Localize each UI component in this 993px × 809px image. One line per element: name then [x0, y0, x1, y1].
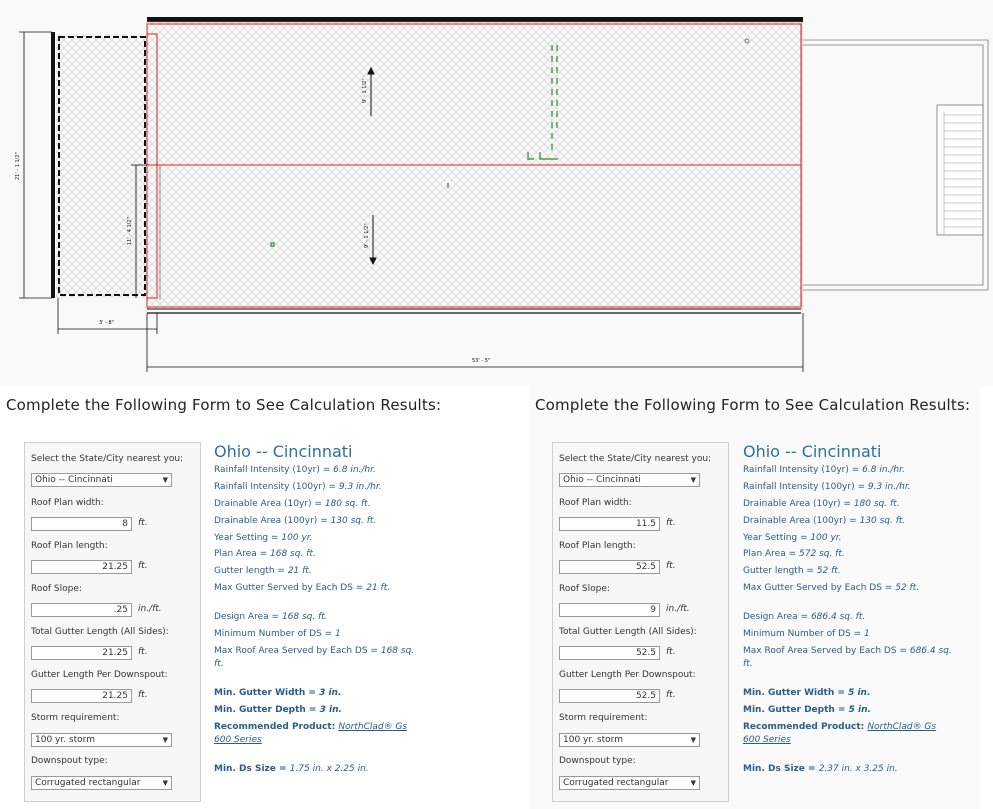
slope-label: Roof Slope:	[559, 584, 610, 594]
result-drain100: Drainable Area (100yr) = 130 sq. ft.	[214, 516, 377, 526]
result-year: Year Setting = 100 yr.	[214, 533, 313, 543]
slope-input[interactable]: 9	[559, 603, 660, 617]
dim-label-lower-slope: 9' - 1 1/2"	[364, 223, 370, 248]
chevron-down-icon: ▼	[162, 736, 168, 744]
result-min-ds: Minimum Number of DS = 1	[214, 629, 341, 639]
result-drain100: Drainable Area (100yr) = 130 sq. ft.	[743, 516, 906, 526]
roof-plan-drawing	[0, 0, 993, 385]
results-title: Ohio -- Cincinnati	[743, 442, 882, 461]
slope-unit: in./ft.	[138, 604, 162, 614]
chevron-down-icon: ▼	[690, 476, 696, 484]
total-gutter-input[interactable]: 21.25	[31, 646, 132, 660]
total-gutter-label: Total Gutter Length (All Sides):	[559, 627, 697, 637]
length-input[interactable]: 21.25	[31, 560, 132, 574]
calculator-form	[552, 442, 729, 802]
gutter-per-ds-label: Gutter Length Per Downspout:	[31, 670, 168, 680]
result-min-gutter-depth: Min. Gutter Depth = 3 in.	[214, 705, 342, 715]
recommended-product-link[interactable]: NorthClad® Gs 600 Series	[214, 722, 408, 745]
downspout-select[interactable]: Corrugated rectangular ▼	[31, 776, 172, 790]
width-input[interactable]: 8	[31, 517, 132, 531]
form-heading: Complete the Following Form to See Calculation Results:	[6, 396, 442, 414]
result-recommended: Recommended Product: NorthClad® Gs 600 Series	[743, 722, 937, 745]
length-input[interactable]: 52.5	[559, 560, 660, 574]
width-input[interactable]: 11.5	[559, 517, 660, 531]
storm-select[interactable]: 100 yr. storm ▼	[31, 733, 172, 747]
calculator-form	[24, 442, 201, 802]
dim-label-lower-height: 11' - 4 1/2"	[127, 217, 133, 245]
top-wall-line	[147, 17, 803, 22]
result-min-gutter-depth: Min. Gutter Depth = 5 in.	[743, 705, 871, 715]
result-gutter-length: Gutter length = 52 ft.	[743, 566, 841, 576]
dim-label-total-width: 53' - 5"	[472, 358, 491, 364]
storm-label: Storm requirement:	[31, 713, 120, 723]
downspout-label: Downspout type:	[31, 756, 108, 766]
state-select[interactable]: Ohio -- Cincinnati ▼	[559, 473, 700, 487]
result-rain10: Rainfall Intensity (10yr) = 6.8 in./hr.	[214, 465, 376, 475]
total-gutter-input[interactable]: 52.5	[559, 646, 660, 660]
result-design-area: Design Area = 168 sq. ft.	[214, 612, 328, 622]
width-label: Roof Plan width:	[559, 498, 632, 508]
form-heading: Complete the Following Form to See Calculation Results:	[535, 396, 971, 414]
chevron-down-icon: ▼	[690, 779, 696, 787]
result-min-ds-size: Min. Ds Size = 1.75 in. x 2.25 in.	[214, 764, 369, 774]
length-label: Roof Plan length:	[31, 541, 108, 551]
result-min-gutter-width: Min. Gutter Width = 5 in.	[743, 688, 871, 698]
slope-unit: in./ft.	[666, 604, 690, 614]
chevron-down-icon: ▼	[162, 476, 168, 484]
result-max-roof: Max Roof Area Served by Each DS = 686.4 sq. ft.	[743, 646, 952, 669]
gutter-per-ds-unit: ft.	[138, 690, 148, 700]
downspout-select[interactable]: Corrugated rectangular ▼	[559, 776, 700, 790]
result-max-gutter: Max Gutter Served by Each DS = 21 ft.	[214, 583, 391, 593]
result-max-roof: Max Roof Area Served by Each DS = 168 sq. ft.	[214, 646, 415, 669]
gutter-per-ds-input[interactable]: 21.25	[31, 689, 132, 703]
calculator-panel-right	[530, 385, 980, 809]
gutter-per-ds-unit: ft.	[666, 690, 676, 700]
dim-label-left-width: 3' - 8"	[99, 320, 115, 326]
storm-select[interactable]: 100 yr. storm ▼	[559, 733, 700, 747]
state-label: Select the State/City nearest you:	[31, 454, 184, 464]
downspout-label: Downspout type:	[559, 756, 636, 766]
length-unit: ft.	[138, 561, 148, 571]
result-plan-area: Plan Area = 168 sq. ft.	[214, 549, 316, 559]
result-rain100: Rainfall Intensity (100yr) = 9.3 in./hr.	[743, 482, 911, 492]
result-design-area: Design Area = 686.4 sq. ft.	[743, 612, 866, 622]
result-plan-area: Plan Area = 572 sq. ft.	[743, 549, 845, 559]
width-unit: ft.	[138, 518, 148, 528]
width-label: Roof Plan width:	[31, 498, 104, 508]
left-porch-area	[56, 34, 148, 298]
result-gutter-length: Gutter length = 21 ft.	[214, 566, 312, 576]
results-title: Ohio -- Cincinnati	[214, 442, 353, 461]
chevron-down-icon: ▼	[690, 736, 696, 744]
chevron-down-icon: ▼	[162, 779, 168, 787]
total-gutter-unit: ft.	[666, 647, 676, 657]
result-min-ds-size: Min. Ds Size = 2.37 in. x 3.25 in.	[743, 764, 898, 774]
gutter-per-ds-label: Gutter Length Per Downspout:	[559, 670, 696, 680]
state-select[interactable]: Ohio -- Cincinnati ▼	[31, 473, 172, 487]
result-drain10: Drainable Area (10yr) = 180 sq. ft.	[743, 499, 900, 509]
state-label: Select the State/City nearest you:	[559, 454, 712, 464]
slope-input[interactable]: .25	[31, 603, 132, 617]
result-rain100: Rainfall Intensity (100yr) = 9.3 in./hr.	[214, 482, 382, 492]
calculator-panel-left	[0, 385, 450, 809]
result-drain10: Drainable Area (10yr) = 180 sq. ft.	[214, 499, 371, 509]
left-wall	[51, 32, 55, 298]
length-label: Roof Plan length:	[559, 541, 636, 551]
storm-label: Storm requirement:	[559, 713, 648, 723]
recommended-product-link[interactable]: NorthClad® Gs 600 Series	[743, 722, 937, 745]
width-unit: ft.	[666, 518, 676, 528]
total-gutter-label: Total Gutter Length (All Sides):	[31, 627, 169, 637]
total-gutter-unit: ft.	[138, 647, 148, 657]
result-year: Year Setting = 100 yr.	[743, 533, 842, 543]
length-unit: ft.	[666, 561, 676, 571]
result-min-gutter-width: Min. Gutter Width = 3 in.	[214, 688, 342, 698]
dim-label-upper-slope: 9' - 1 1/2"	[362, 78, 368, 103]
gutter-per-ds-input[interactable]: 52.5	[559, 689, 660, 703]
result-rain10: Rainfall Intensity (10yr) = 6.8 in./hr.	[743, 465, 905, 475]
result-recommended: Recommended Product: NorthClad® Gs 600 Series	[214, 722, 408, 745]
result-max-gutter: Max Gutter Served by Each DS = 52 ft.	[743, 583, 920, 593]
result-min-ds: Minimum Number of DS = 1	[743, 629, 870, 639]
dim-label-total-height: 21' - 1 1/2"	[15, 152, 21, 180]
slope-label: Roof Slope:	[31, 584, 82, 594]
